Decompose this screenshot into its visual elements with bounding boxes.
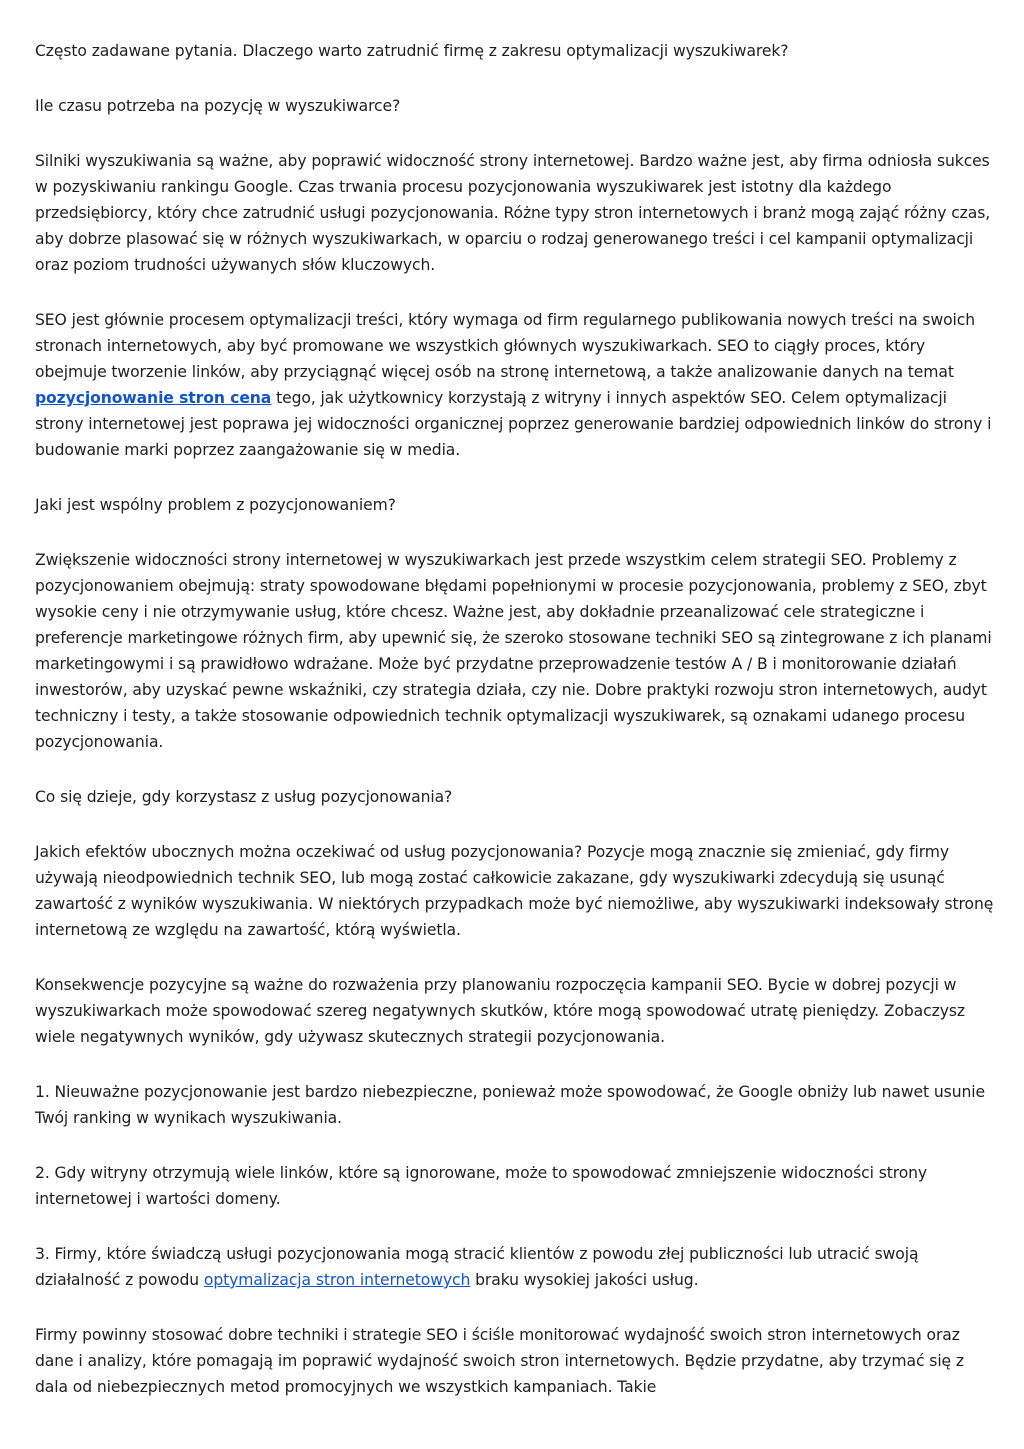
paragraph-text: tego, jak użytkownicy korzystają z witryny i innych aspektów SEO. Celem optymalizacji strony internetowej jest poprawa jej widoczności organicznej poprzez generowanie bardziej odpowiednich linków do strony i budowanie marki poprzez zaangażowanie się w media. [35, 389, 992, 459]
paragraph-text: SEO jest głównie procesem optymalizacji treści, który wymaga od firm regularnego publikowania nowych treści na swoich stronach internetowych, aby być promowane we wszystkich głównych wyszukiwarkach. SEO to ciągły proces, który obejmuje tworzenie linków, aby przyciągnąć więcej osób na stronę internetową, a także analizowanie danych na temat [35, 311, 976, 381]
question-heading: Ile czasu potrzeba na pozycję w wyszukiwarce? [35, 97, 401, 115]
paragraph: Firmy powinny stosować dobre techniki i strategie SEO i ściśle monitorować wydajność swoich stron internetowych oraz dane i analizy, które pomagają im poprawić wydajność swoich stron internetowych. Będzie przydatne, aby trzymać się z dala od niebezpiecznych metod promocyjnych we wszystkich kampaniach. Takie [35, 1326, 964, 1396]
list-item: 2. Gdy witryny otrzymują wiele linków, które są ignorowane, może to spowodować zmniejszenie widoczności strony internetowej i wartości domeny. [35, 1164, 928, 1208]
document-page [35, 38, 995, 1429]
paragraph-text: braku wysokiej jakości usług. [470, 1271, 699, 1289]
list-item: 1. Nieuważne pozycjonowanie jest bardzo niebezpieczne, ponieważ może spowodować, że Google obniży lub nawet usunie Twój ranking w wynikach wyszukiwania. [35, 1083, 985, 1127]
paragraph-text: 3. Firmy, które świadczą usługi pozycjonowania mogą stracić klientów z powodu złej publiczności lub utracić swoją działalność z powodu [35, 1245, 919, 1289]
question-heading: Jaki jest wspólny problem z pozycjonowaniem? [35, 496, 396, 514]
paragraph-with-link [35, 307, 995, 463]
question-heading: Co się dzieje, gdy korzystasz z usług pozycjonowania? [35, 788, 453, 806]
faq-intro: Często zadawane pytania. Dlaczego warto zatrudnić firmę z zakresu optymalizacji wyszukiwarek? [35, 42, 789, 60]
list-item-with-link [35, 1241, 995, 1293]
pozycjonowanie-stron-cena-link[interactable]: pozycjonowanie stron cena [35, 389, 272, 407]
optymalizacja-stron-internetowych-link[interactable]: optymalizacja stron internetowych [203, 1271, 471, 1289]
paragraph: Jakich efektów ubocznych można oczekiwać od usług pozycjonowania? Pozycje mogą znacznie się zmieniać, gdy firmy używają nieodpowiednich technik SEO, lub mogą zostać całkowicie zakazane, gdy wyszukiwarki zdecydują się usunąć zawartość z wyników wyszukiwania. W niektórych przypadkach może być niemożliwe, aby wyszukiwarki indeksowały stronę internetową ze względu na zawartość, którą wyświetla. [35, 843, 994, 939]
paragraph: Silniki wyszukiwania są ważne, aby poprawić widoczność strony internetowej. Bardzo ważne jest, aby firma odniosła sukces w pozyskiwaniu rankingu Google. Czas trwania procesu pozycjonowania wyszukiwarek jest istotny dla każdego przedsiębiorcy, który chce zatrudnić usługi pozycjonowania. Różne typy stron internetowych i branż mogą zająć różny czas, aby dobrze plasować się w różnych wyszukiwarkach, w oparciu o rodzaj generowanego treści i cel kampanii optymalizacji oraz poziom trudności używanych słów kluczowych. [35, 152, 991, 274]
paragraph: Konsekwencje pozycyjne są ważne do rozważenia przy planowaniu rozpoczęcia kampanii SEO. Bycie w dobrej pozycji w wyszukiwarkach może spowodować szereg negatywnych skutków, które mogą spowodować utratę pieniędzy. Zobaczysz wiele negatywnych wyników, gdy używasz skutecznych strategii pozycjonowania. [35, 976, 965, 1046]
paragraph: Zwiększenie widoczności strony internetowej w wyszukiwarkach jest przede wszystkim celem strategii SEO. Problemy z pozycjonowaniem obejmują: straty spowodowane błędami popełnionymi w procesie pozycjonowania, problemy z SEO, zbyt wysokie ceny i nie otrzymywanie usług, które chcesz. Ważne jest, aby dokładnie przeanalizować cele strategiczne i preferencje marketingowe różnych firm, aby upewnić się, że szeroko stosowane techniki SEO są zintegrowane z ich planami marketingowymi i są prawidłowo wdrażane. Może być przydatne przeprowadzenie testów A / B i monitorowanie działań inwestorów, aby uzyskać pewne wskaźniki, czy strategia działa, czy nie. Dobre praktyki rozwoju stron internetowych, audyt techniczny i testy, a także stosowanie odpowiednich technik optymalizacji wyszukiwarek, są oznakami udanego procesu pozycjonowania. [35, 551, 992, 751]
